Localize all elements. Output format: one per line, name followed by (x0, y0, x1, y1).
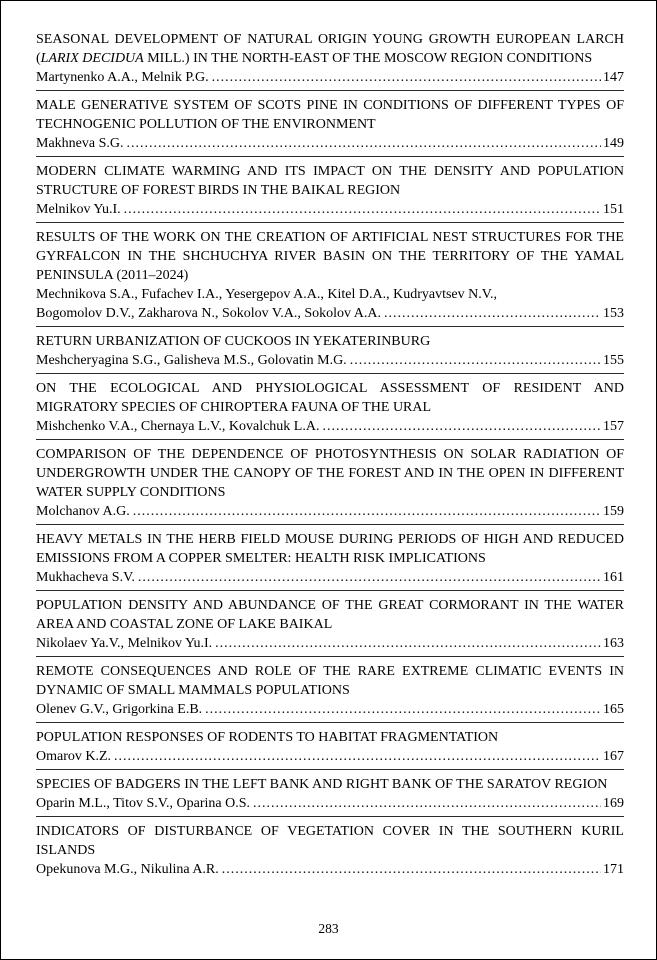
toc-entry (36, 770, 624, 816)
entry-authors-line1: Mechnikova S.A., Fufachev I.A., Yesergepov A.A., Kitel D.A., Kudryavtsev N.V., (36, 287, 498, 302)
entry-page-number: 169 (603, 796, 624, 811)
dot-leader (133, 502, 601, 521)
toc-entry (36, 440, 624, 524)
toc-entry (36, 591, 624, 656)
entry-authors-row (36, 700, 624, 719)
entry-title: POPULATION RESPONSES OF RODENTS TO HABITAT FRAGMENTATION (36, 730, 499, 745)
entry-authors: Oparin M.L., Titov S.V., Oparina O.S. (36, 796, 251, 811)
toc-entry (36, 525, 624, 590)
entry-title: RETURN URBANIZATION OF CUCKOOS IN YEKATERINBURG (36, 334, 431, 349)
entry-authors: Martynenko A.A., Melnik P.G. (36, 70, 209, 85)
entry-title: COMPARISON OF THE DEPENDENCE OF PHOTOSYNTHESIS ON SOLAR RADIATION OF UNDERGROWTH UNDER THE CANOPY OF THE FOREST AND IN THE OPEN IN DIFFERENT WATER SUPPLY CONDITIONS (36, 447, 624, 500)
entry-page-number: 155 (603, 353, 624, 368)
toc-entry (36, 223, 624, 326)
entry-authors-row (36, 134, 624, 153)
footer-page-number: 283 (318, 921, 339, 936)
dot-leader (322, 417, 601, 436)
entry-title (36, 30, 624, 68)
entry-authors: Nikolaev Ya.V., Melnikov Yu.I. (36, 636, 213, 651)
entry-page-number: 149 (603, 136, 624, 151)
entry-title-text: SEASONAL DEVELOPMENT OF NATURAL ORIGIN YOUNG GROWTH EUROPEAN LARCH ( (36, 32, 624, 66)
entry-title: HEAVY METALS IN THE HERB FIELD MOUSE DURING PERIODS OF HIGH AND REDUCED EMISSIONS FROM A COPPER SMELTER: HEALTH RISK IMPLICATIONS (36, 532, 624, 566)
entry-authors-row (36, 747, 624, 766)
entry-page-number: 151 (603, 202, 624, 217)
entry-authors: Mishchenko V.A., Chernaya L.V., Kovalchuk L.A. (36, 419, 320, 434)
dot-leader (212, 68, 601, 87)
entry-title: REMOTE CONSEQUENCES AND ROLE OF THE RARE EXTREME CLIMATIC EVENTS IN DYNAMIC OF SMALL MAMMALS POPULATIONS (36, 664, 624, 698)
dot-leader (124, 200, 601, 219)
dot-leader (222, 860, 601, 879)
entry-title: MODERN CLIMATE WARMING AND ITS IMPACT ON THE DENSITY AND POPULATION STRUCTURE OF FOREST BIRDS IN THE BAIKAL REGION (36, 164, 624, 198)
dot-leader (215, 634, 601, 653)
entry-authors-row (36, 200, 624, 219)
toc-entry (36, 657, 624, 722)
entry-authors-row (36, 634, 624, 653)
entry-authors: Opekunova M.G., Nikulina A.R. (36, 862, 219, 877)
entry-authors-row (36, 860, 624, 879)
dot-leader (350, 351, 601, 370)
entry-authors: Bogomolov D.V., Zakharova N., Sokolov V.A., Sokolov A.A. (36, 306, 381, 321)
dot-leader (127, 134, 602, 153)
entry-title: SPECIES OF BADGERS IN THE LEFT BANK AND RIGHT BANK OF THE SARATOV REGION (36, 777, 608, 792)
entry-page-number: 159 (603, 504, 624, 519)
entry-page-number: 161 (603, 570, 624, 585)
toc-entry (36, 817, 624, 882)
entry-authors-row (36, 351, 624, 370)
entry-title-text: MILL.) IN THE NORTH-EAST OF THE MOSCOW REGION CONDITIONS (143, 51, 593, 66)
toc-entry (36, 25, 624, 90)
entry-authors: Olenev G.V., Grigorkina E.B. (36, 702, 203, 717)
entry-title: ON THE ECOLOGICAL AND PHYSIOLOGICAL ASSESSMENT OF RESIDENT AND MIGRATORY SPECIES OF CHIROPTERA FAUNA OF THE URAL (36, 381, 624, 415)
entry-authors: Molchanov A.G. (36, 504, 130, 519)
dot-leader (114, 747, 601, 766)
entry-page-number: 153 (603, 306, 624, 321)
entry-title: POPULATION DENSITY AND ABUNDANCE OF THE GREAT CORMORANT IN THE WATER AREA AND COASTAL ZONE OF LAKE BAIKAL (36, 598, 624, 632)
toc-entry (36, 374, 624, 439)
entry-title-latin-name: LARIX DECIDUA (40, 51, 144, 66)
entry-page-number: 157 (603, 419, 624, 434)
entry-page-number: 163 (603, 636, 624, 651)
toc-entry (36, 157, 624, 222)
entry-authors: Omarov K.Z. (36, 749, 112, 764)
dot-leader (384, 304, 601, 323)
entry-authors-row (36, 417, 624, 436)
entry-authors: Mukhacheva S.V. (36, 570, 135, 585)
entry-authors: Makhneva S.G. (36, 136, 124, 151)
entry-authors-row (36, 502, 624, 521)
entry-title: INDICATORS OF DISTURBANCE OF VEGETATION COVER IN THE SOUTHERN KURIL ISLANDS (36, 824, 624, 858)
toc-entry (36, 723, 624, 769)
toc-entry (36, 327, 624, 373)
entry-authors: Meshcheryagina S.G., Galisheva M.S., Golovatin M.G. (36, 353, 347, 368)
entry-authors-row (36, 304, 624, 323)
entry-title: MALE GENERATIVE SYSTEM OF SCOTS PINE IN CONDITIONS OF DIFFERENT TYPES OF TECHNOGENIC POLLUTION OF THE ENVIRONMENT (36, 98, 624, 132)
entry-authors-row (36, 68, 624, 87)
entry-page-number: 171 (603, 862, 624, 877)
entry-page-number: 167 (603, 749, 624, 764)
dot-leader (253, 794, 601, 813)
entry-authors-row (36, 794, 624, 813)
entry-page-number: 147 (603, 70, 624, 85)
entry-authors: Melnikov Yu.I. (36, 202, 121, 217)
entry-title: RESULTS OF THE WORK ON THE CREATION OF ARTIFICIAL NEST STRUCTURES FOR THE GYRFALCON IN THE SHCHUCHYA RIVER BASIN ON THE TERRITORY OF THE YAMAL PENINSULA (2011–2024) (36, 230, 624, 283)
dot-leader (138, 568, 601, 587)
dot-leader (205, 700, 601, 719)
entry-page-number: 165 (603, 702, 624, 717)
toc-entry (36, 91, 624, 156)
page-footer (1, 921, 656, 937)
entry-authors-row (36, 568, 624, 587)
